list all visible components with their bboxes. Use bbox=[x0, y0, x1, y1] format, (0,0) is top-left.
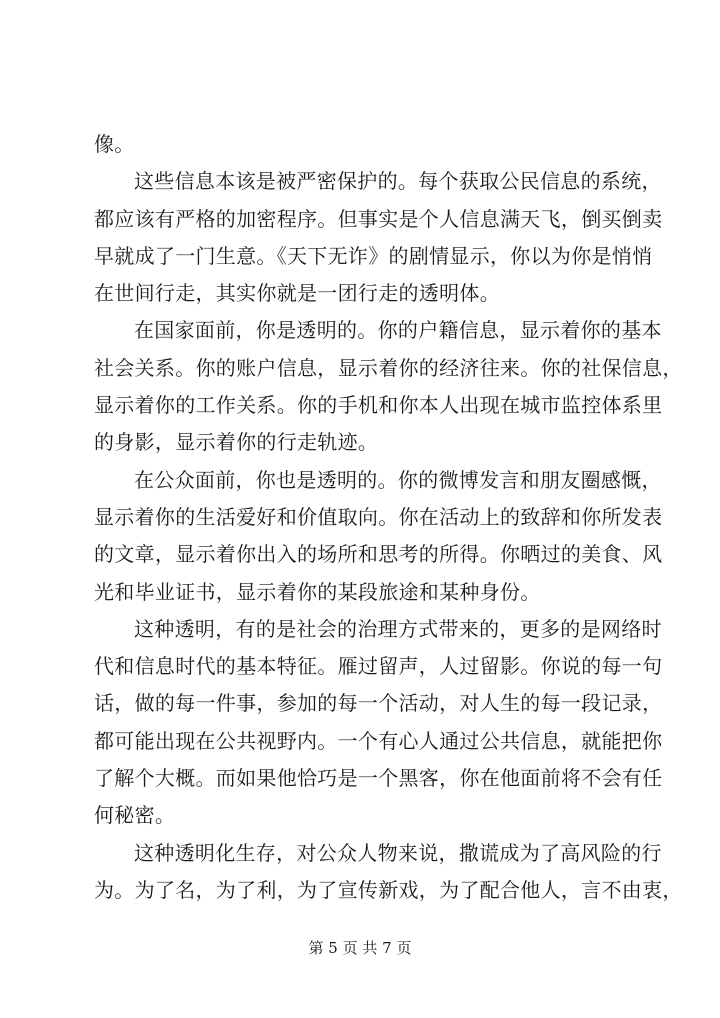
text-line: 像。 bbox=[94, 132, 135, 156]
text-line: 这种透明化生存，对公众人物来说，撒谎成为了高风险的行 bbox=[134, 840, 662, 865]
text-line: 都可能出现在公共视野内。一个有心人通过公共信息，就能把你 bbox=[94, 728, 663, 753]
text-line: 显示着你的生活爱好和价值取向。你在活动上的致辞和你所发表 bbox=[94, 504, 663, 529]
text-line: 何秘密。 bbox=[94, 803, 176, 828]
text-line: 代和信息时代的基本特征。雁过留声，人过留影。你说的每一句 bbox=[94, 654, 663, 679]
text-line: 光和毕业证书，显示着你的某段旅途和某种身份。 bbox=[94, 579, 541, 604]
text-line: 话，做的每一件事，参加的每一个活动，对人生的每一段记录， bbox=[94, 691, 663, 716]
text-line: 在公众面前，你也是透明的。你的微博发言和朋友圈感慨， bbox=[134, 467, 662, 492]
text-line: 都应该有严格的加密程序。但事实是个人信息满天飞，倒买倒卖 bbox=[94, 206, 663, 231]
document-body bbox=[94, 126, 683, 909]
text-line: 了解个大概。而如果他恰巧是一个黑客，你在他面前将不会有任 bbox=[94, 766, 663, 791]
text-line: 在国家面前，你是透明的。你的户籍信息，显示着你的基本 bbox=[134, 318, 662, 343]
text-line: 的文章，显示着你出入的场所和思考的所得。你晒过的美食、风 bbox=[94, 542, 663, 567]
page-footer: 第 5 页 共 7 页 bbox=[308, 939, 412, 957]
text-line: 早就成了一门生意。《天下无诈》的剧情显示，你以为你是悄悄 bbox=[94, 243, 653, 268]
text-line: 显示着你的工作关系。你的手机和你本人出现在城市监控体系里 bbox=[94, 393, 663, 418]
text-line: 的身影，显示着你的行走轨迹。 bbox=[94, 430, 379, 455]
text-line: 这些信息本该是被严密保护的。每个获取公民信息的系统， bbox=[134, 169, 662, 194]
text-line: 社会关系。你的账户信息，显示着你的经济往来。你的社保信息， bbox=[94, 355, 683, 380]
text-line: 这种透明，有的是社会的治理方式带来的，更多的是网络时 bbox=[134, 616, 662, 641]
text-line: 在世间行走，其实你就是一团行走的透明体。 bbox=[94, 281, 500, 306]
text-line: 为。为了名，为了利，为了宣传新戏，为了配合他人，言不由衷， bbox=[94, 877, 683, 902]
